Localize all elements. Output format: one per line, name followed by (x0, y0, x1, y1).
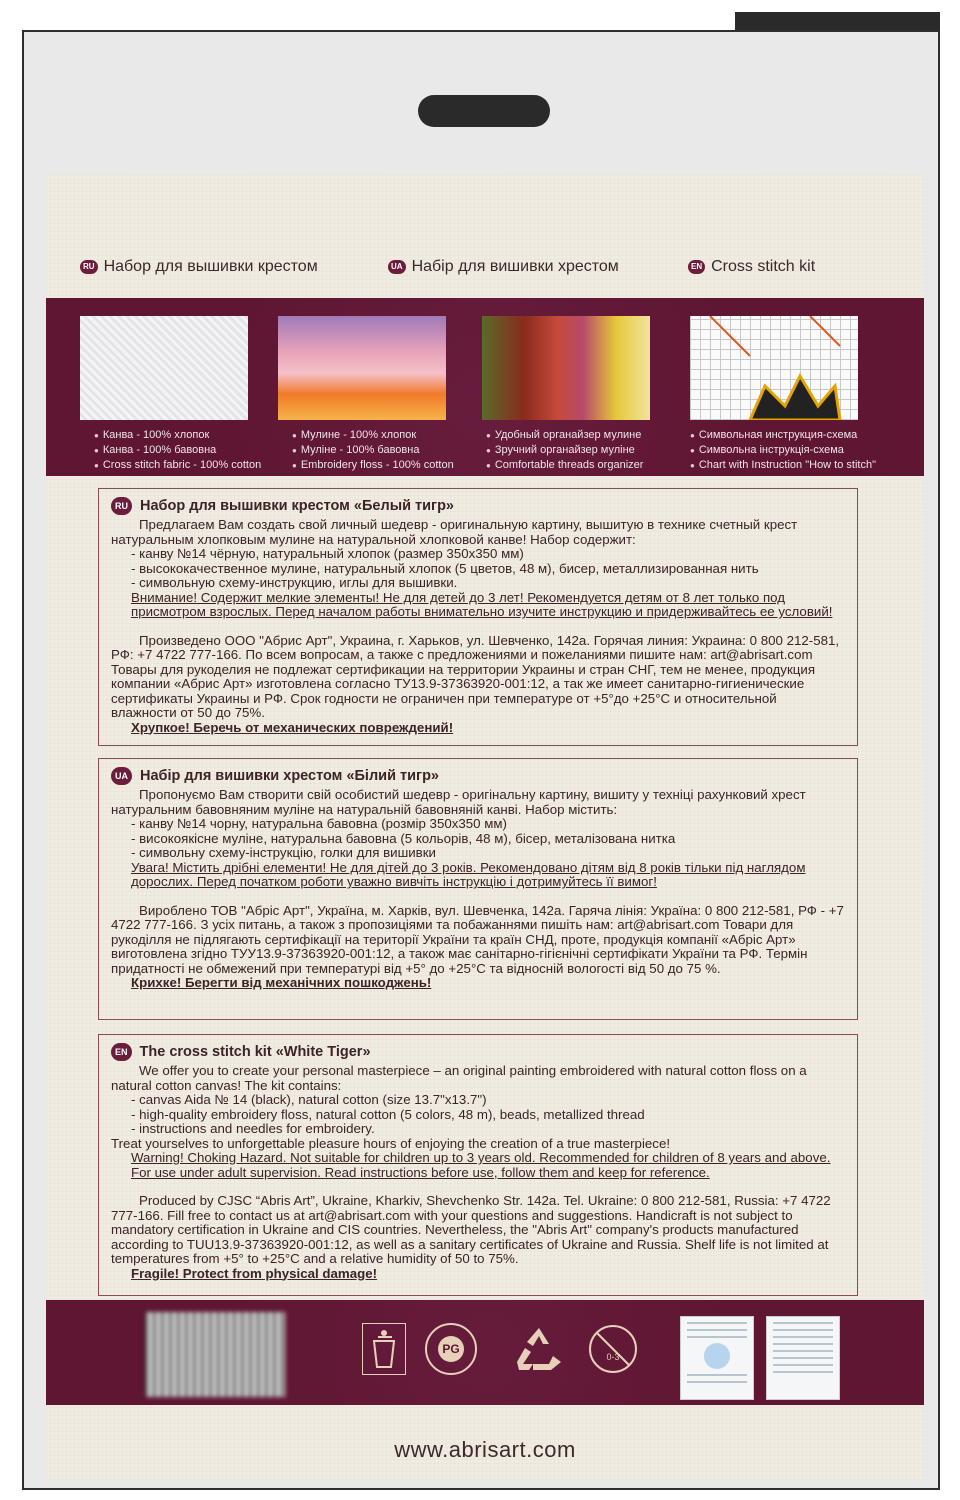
en-item: - canvas Aida № 14 (black), natural cotton (size 13.7"x13.7") (131, 1092, 487, 1107)
certificate-ukraine (680, 1316, 754, 1400)
pg-mark: PG (442, 1342, 460, 1356)
ru-description-box (98, 488, 858, 746)
heading-ru (80, 258, 318, 276)
ua-description-box (98, 758, 858, 1020)
canvas-photo (80, 316, 248, 420)
feature-text: ● Канва - 100% хлопок (94, 428, 261, 443)
ru-warning: Внимание! Содержит мелкие элементы! Не для детей до 3 лет! Рекомендуется детям от 8 лет только под присмотром взрослых. Перед началом работы внимательно изучите инструкцию и придерживайтесь ее условий! (131, 589, 833, 619)
ru-item: - символьную схему-инструкцию, иглы для вышивки. (131, 575, 458, 590)
feature-floss (292, 428, 454, 473)
organizer-photo (482, 316, 650, 420)
feature-organizer (486, 428, 643, 473)
ua-producer: Вироблено ТОВ "Абріс Арт", Україна, м. Харків, вул. Шевченка, 142а. Гаряча лінія: Україна: 0 800 212-581, РФ - +7 4722 777-166. З усіх питань, а також з пропозиціями та побажаннями пишіть нам: art@abrisart.com Товари для рукоділля не підлягають сертифікації на території України та країн СНД, проте, продукція компанії «Абріс Арт» виготовлена згідно ТУУ13.9-37363920-001:12, а також має санітарно-гігієнічні сертифікати України та РФ. Термін придатності не обмежений при температурі від +5° до +25°С та відносній вологості від 50 до 75 %. (111, 902, 844, 976)
feature-text: ● Удобный органайзер мулине (486, 428, 643, 443)
en-fragile: Fragile! Protect from physical damage! (131, 1265, 378, 1281)
feature-text: ● Муліне - 100% бавовна (292, 443, 454, 458)
website-url[interactable]: www.abrisart.com (394, 1437, 576, 1462)
ru-intro: Предлагаем Вам создать свой личный шедевр - оригинальную картину, вышитую в технике счетный крест натуральным хлопковым мулине на натуральной хлопковой канве! Набор содержит: (111, 517, 798, 547)
ua-intro: Пропонуємо Вам створити свій особистий шедевр - оригінальну картину, вишиту у техніці рахунковий хрест натуральним бавовняним муліне на натуральній бавовняній канві. Набор містить: (111, 787, 806, 817)
heading-en (688, 258, 815, 276)
ru-badge: RU (80, 260, 98, 274)
barcode (145, 1312, 285, 1397)
ua-item: - символьну схему-інструкцію, голки для вишивки (131, 845, 436, 860)
feature-text: ● Chart with Instruction "How to stitch" (690, 458, 876, 473)
ua-item: - канву №14 чорну, натуральна бавовна (розмір 350х350 мм) (131, 816, 507, 831)
ru-item: - канву №14 чёрную, натуральный хлопок (размер 350х350 мм) (131, 546, 524, 561)
floss-photo (278, 316, 446, 420)
ru-producer: Произведено ООО "Абрис Арт", Украина, г. Харьков, ул. Шевченко, 142а. Горячая линия: Украина: 0 800 212-581, РФ: +7 4722 777-166. По всем вопросам, а также с предложениями и пожеланиями пишите нам: art@abrisart.com Товары для рукоделия не подлежат сертификации на территории Украины и стран СНГ, тем не менее, продукция компании «Абрис Арт» изготовлена согласно ТУ13.9-37363920-001:12, а так же имеет санитарно-гигиенические сертификаты Украины и РФ. Срок годности не ограничен при температуре от +5°до +25°С и относительной влажности от 50 до 75%. (111, 632, 840, 720)
age-0-3-warning-icon (584, 1320, 642, 1378)
ua-title: Набір для вишивки хрестом «Білий тигр» (140, 767, 439, 784)
voluntary-certification-icon (422, 1320, 480, 1378)
ru-item: - высококачественное мулине, натуральный хлопок (5 цветов, 48 м), бисер, металлизированная нить (131, 560, 759, 576)
chart-photo (690, 316, 858, 420)
en-item: - instructions and needles for embroidery. (131, 1121, 375, 1136)
ua-fragile: Крихке! Берегти від механічних пошкоджень! (131, 975, 432, 990)
en-producer: Produced by CJSC “Abris Art”, Ukraine, Kharkiv, Shevchenko Str. 142a. Tel. Ukraine: 0 800 212-581, Russia: +7 4722 777-166. Fill free to contact us at art@abrisart.com with your questions and suggestions. Handicraft is not subject to mandatory certification in Ukraine and CIS countries. Nevertheless, the "Abris Art" company's products manufactured according to TUU13.9-37363920-001:12, as well as a sanitary certificates of Ukraine and Russia. Shelf life is not limited at temperatures from +5° to +25°C and a relative humidity of 50 to 75%. (111, 1193, 831, 1266)
ru-title: Набор для вышивки крестом «Белый тигр» (140, 497, 454, 514)
ua-warning: Увага! Містить дрібні елементи! Не для дітей до 3 років. Рекомендовано дітям від 8 років тільки під наглядом дорослих. Перед початком роботи уважно вивчіть інструкцію і дотримуйтесь її вимог! (131, 859, 806, 889)
feature-text: ● Embroidery floss - 100% cotton (292, 458, 454, 473)
heading-ru-label: Набор для вышивки крестом (103, 258, 318, 275)
feature-text: ● Мулине - 100% хлопок (292, 428, 454, 443)
ua-title-row (111, 767, 845, 785)
feature-text: ● Символьна інструкція-схема (690, 443, 876, 458)
en-warning: Warning! Choking Hazard. Not suitable for children up to 3 years old. Recommended for children of 8 years and above. For use under adult supervision. Read instructions before use, follow them and keep for reference. (131, 1150, 831, 1180)
en-description-box (98, 1034, 858, 1296)
en-item: - high-quality embroidery floss, natural cotton (5 colors, 48 m), beads, metallized thread (131, 1106, 645, 1122)
feature-text: ● Канва - 100% бавовна (94, 443, 261, 458)
age-label: 0-3 (606, 1352, 620, 1362)
feature-text: ● Символьная инструкция-схема (690, 428, 876, 443)
en-treat: Treat yourselves to unforgettable pleasure hours of enjoying the creation of a true masterpiece! (111, 1135, 671, 1151)
recycle-icon (510, 1320, 568, 1378)
ua-badge: UA (388, 260, 406, 274)
ru-fragile: Хрупкое! Беречь от механических повреждений! (131, 719, 454, 735)
en-intro: We offer you to create your personal masterpiece – an original painting embroidered with natural cotton floss on a natural cotton canvas! The kit contains: (111, 1063, 807, 1093)
heading-ua (388, 258, 619, 276)
feature-text: ● Comfortable threads organizer (486, 458, 643, 473)
language-headings (80, 258, 900, 282)
en-title: The cross stitch kit «White Tiger» (139, 1043, 371, 1060)
ua-item: - високоякісне муліне, натуральна бавовна (5 кольорів, 48 м), бісер, металізована нитка (131, 830, 676, 846)
ru-title-row (111, 497, 845, 515)
feature-canvas (94, 428, 261, 473)
heading-ua-label: Набір для вишивки хрестом (411, 258, 619, 275)
feature-text: ● Зручний органайзер муліне (486, 443, 643, 458)
heading-en-label: Cross stitch kit (711, 258, 816, 275)
feature-text: ● Cross stitch fabric - 100% cotton (94, 458, 261, 473)
ru-box-badge: RU (111, 497, 132, 515)
en-badge: EN (688, 260, 705, 274)
trash-bin-icon (355, 1320, 413, 1378)
hanging-hole (418, 95, 550, 127)
certificate-russia (766, 1316, 840, 1400)
ua-box-badge: UA (111, 767, 132, 785)
en-box-badge: EN (111, 1043, 132, 1061)
en-title-row (111, 1043, 845, 1061)
feature-chart (690, 428, 876, 473)
